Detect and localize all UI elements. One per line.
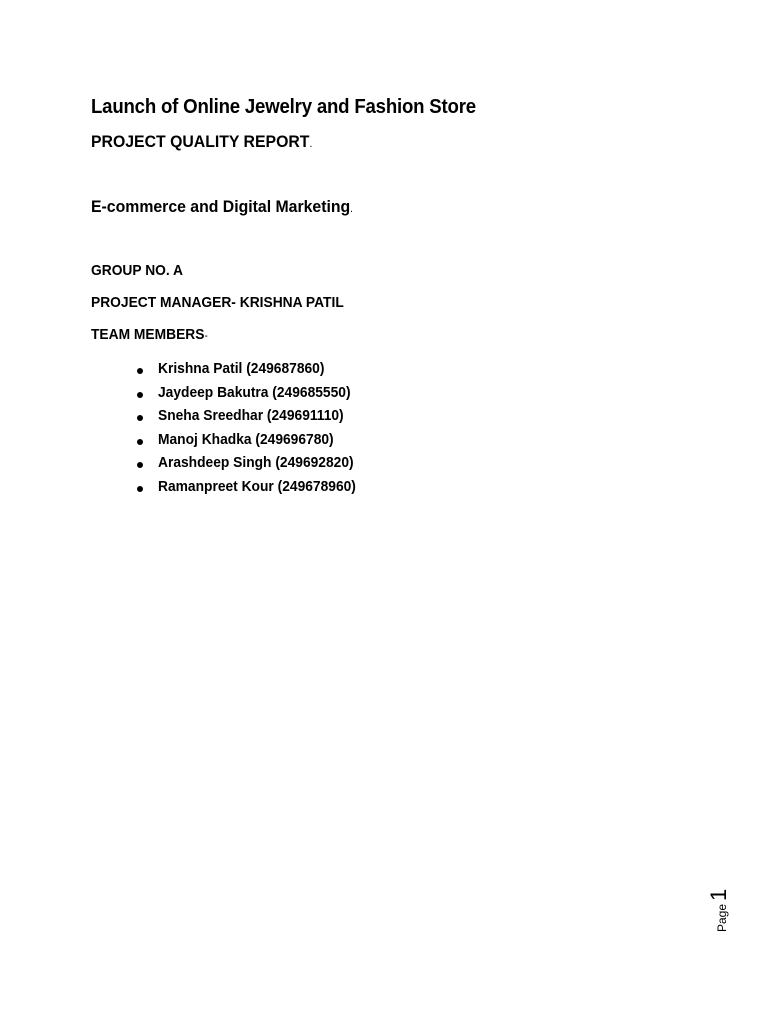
team-member-name: Arashdeep Singh (249692820) [158,454,354,472]
list-item [91,383,691,407]
bullet-icon [137,462,143,468]
page-number-footer [706,882,736,932]
list-item [91,406,691,430]
team-member-name: Krishna Patil (249687860) [158,360,325,377]
bullet-icon [137,439,143,445]
report-type-period: . [309,138,313,150]
team-members-label: TEAM MEMBERS [91,326,205,343]
team-member-name: Jaydeep Bakutra (249685550) [158,383,351,401]
list-item [91,477,691,501]
list-item [91,453,691,477]
bullet-icon [137,368,143,374]
bullet-icon [137,392,143,398]
page-label-rotated [706,882,736,932]
list-item [91,359,691,383]
team-member-name: Sneha Sreedhar (249691110) [158,407,344,425]
report-type-line [91,131,649,155]
list-item [91,430,691,454]
bullet-icon [137,486,143,492]
report-type: PROJECT QUALITY REPORT [91,132,310,151]
team-member-list [91,359,691,501]
document-content [91,94,691,501]
team-members-heading [91,325,643,346]
subject-period: . [350,203,354,215]
page-number: 1 [706,888,731,901]
page-word: Page [715,903,729,932]
document-title: Launch of Online Jewelry and Fashion Store [91,96,476,118]
bullet-icon [137,415,143,421]
project-manager: PROJECT MANAGER- KRISHNA PATIL [91,294,344,311]
subject: E-commerce and Digital Marketing [91,197,351,216]
team-members-dash: - [204,330,208,342]
group-number: GROUP NO. A [91,262,184,279]
team-member-name: Manoj Khadka (249696780) [158,430,334,448]
subject-line [91,196,649,220]
team-member-name: Ramanpreet Kour (249678960) [158,477,356,495]
